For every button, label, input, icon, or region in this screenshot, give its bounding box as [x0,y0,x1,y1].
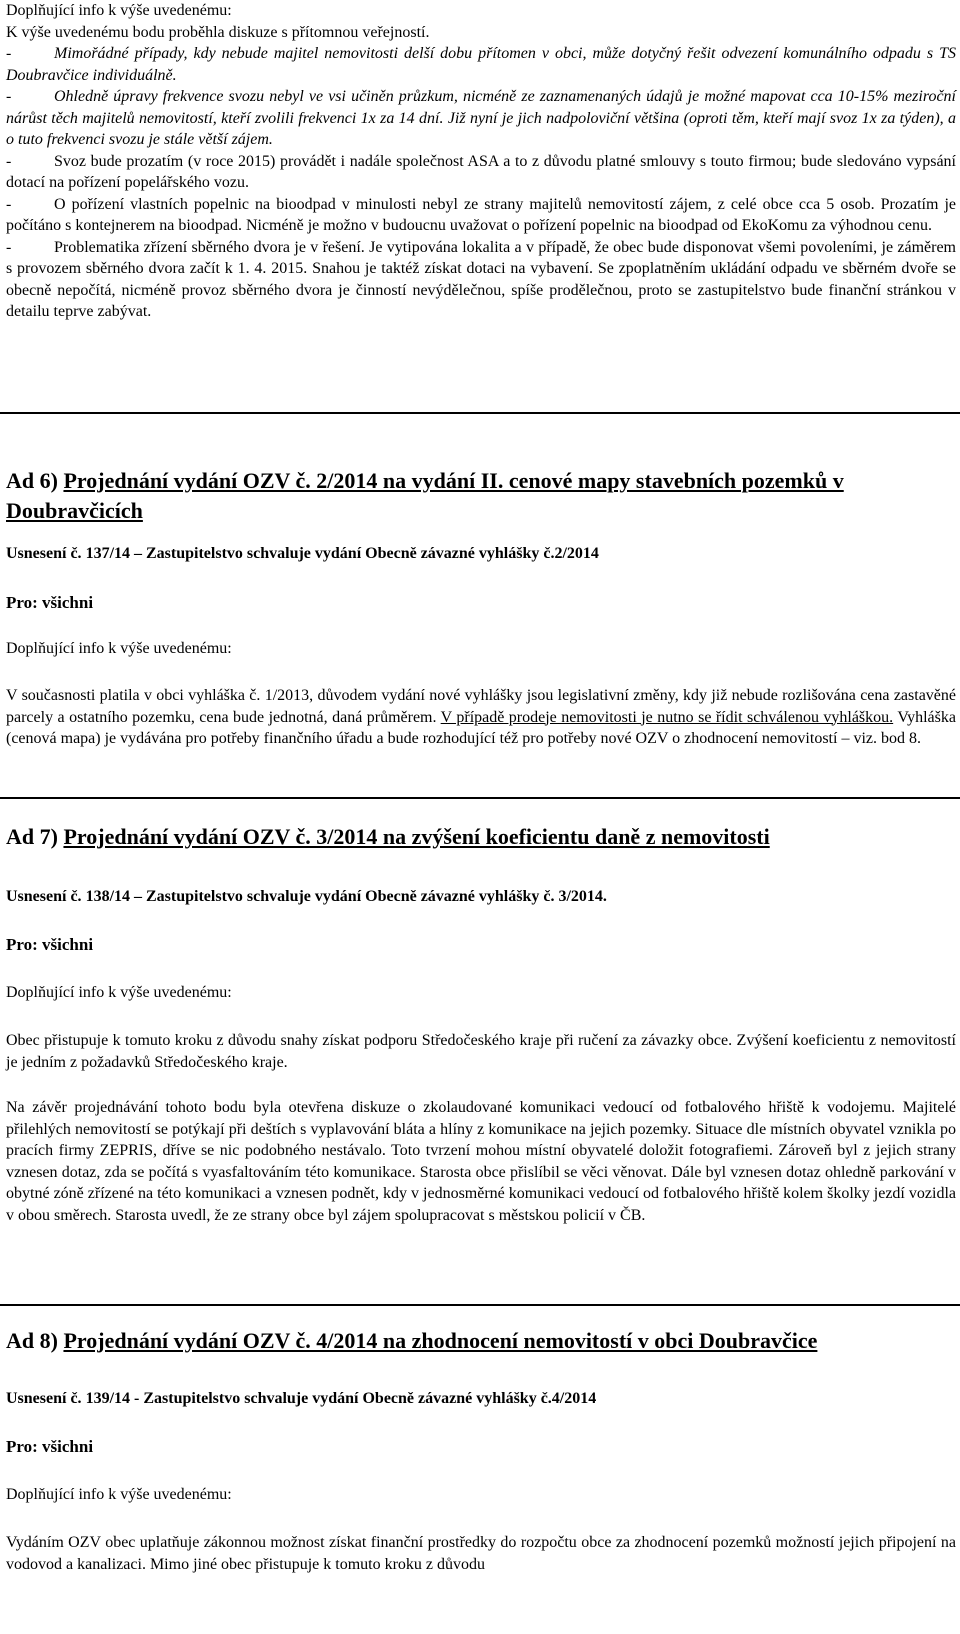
info-label: Doplňující info k výše uvedenému: [6,984,232,1001]
vote-result: Pro: všichni [6,593,94,612]
section-heading-8: Ad 8) Projednání vydání OZV č. 4/2014 na zhodnocení nemovitostí v obci Doubravčice [6,1328,818,1353]
bullet-item: - Svoz bude prozatím (v roce 2015) provádět i nadále společnost ASA a to z důvodu platné smlouvy s touto firmou; bude sledováno vypsání dotací na pořízení popelářského vozu. [6,152,956,191]
info-label: Doplňující info k výše uvedenému: [6,1486,232,1503]
section-divider [0,1304,960,1306]
resolution-137: Usnesení č. 137/14 – Zastupitelstvo schvaluje vydání Obecně závazné vyhlášky č.2/2014 [6,545,599,562]
bullet-item: - Ohledně úpravy frekvence svozu nebyl ve vsi učiněn průzkum, nicméně ze zaznamenaných údajů je možné mapovat cca 10-15% meziroční nárůst těch majitelů nemovitostí, kteří zvolili frekvenci 1x za 14 dní. Již nyní je jich nadpoloviční většina (oproti těm, kteří mají svoz 1x za týden), a o tuto frekvenci svozu je stále větší zájem. [6,88,956,148]
section-6-body: V současnosti platila v obci vyhláška č. 1/2013, důvodem vydání nové vyhlášky jsou legislativní změny, kdy již nebude rozlišována cena zastavěné parcely a ostatního pozemku, cena bude jednotná, daná průměrem. V případě prodeje nemovitosti je nutno se řídit schválenou vyhláškou. Vyhláška (cenová mapa) je vydávána pro potřeby finančního úřadu a bude rozhodující též pro potřeby nové OZV o zhodnocení nemovitostí – viz. bod 8. [6,687,956,747]
top-continuation [6,0,956,323]
info-label: Doplňující info k výše uvedenému: [6,2,232,19]
info-label: Doplňující info k výše uvedenému: [6,640,232,657]
section-divider [0,412,960,414]
section-heading-6: Ad 6) Projednání vydání OZV č. 2/2014 na vydání II. cenové mapy stavebních pozemků v Doubravčicích [6,468,844,523]
bullet-item: - Problematika zřízení sběrného dvora je v řešení. Je vytipována lokalita a v případě, že obec bude disponovat všemi povoleními, je záměrem s provozem sběrného dvora začít k 1. 4. 2015. Snahou je taktéž získat dotaci na vybavení. Se zpoplatněním ukládání odpadu ve sběrném dvoře se obecně nepočítá, nicméně provoz sběrného dvora je činností nevýdělečnou, spíše prodělečnou, proto se zastupitelstvo bude finanční stránkou v detailu teprve zabývat. [6,238,957,320]
bullet-item: - O pořízení vlastních popelnic na bioodpad v minulosti nebyl ze strany majitelů nemovitostí zájem, z celé obce cca 5 osob. Prozatím je počítáno s kontejnerem na bioodpad. Nicméně je možno v budoucnu uvažovat o pořízení popelnic na bioodpad od EkoKomu za výhodnou cenu. [6,195,957,234]
vote-result: Pro: všichni [6,1437,94,1456]
section-heading-7: Ad 7) Projednání vydání OZV č. 3/2014 na zvýšení koeficientu daně z nemovitosti [6,824,770,849]
section-8-body: Vydáním OZV obec uplatňuje zákonnou možnost získat finanční prostředky do rozpočtu obce za zhodnocení pozemků možností jejich připojení na vodovod a kanalizaci. Mimo jiné obec přistupuje k tomuto kroku z důvodu [6,1534,956,1573]
section-7-body-a: Obec přistupuje k tomuto kroku z důvodu snahy získat podporu Středočeského kraje při ručení za závazky obce. Zvýšení koeficientu z nemovitostí je jedním z požadavků Středočeského kraje. [6,1032,956,1071]
paragraph: K výše uvedenému bodu proběhla diskuze s přítomnou veřejností. [6,23,430,41]
section-divider [0,797,960,799]
vote-result: Pro: všichni [6,935,94,954]
bullet-item: - Mimořádné případy, kdy nebude majitel nemovitosti delší dobu přítomen v obci, může dotyčný řešit odvezení komunálního odpadu s TS Doubravčice individuálně. [6,45,956,84]
section-7-body-b: Na závěr projednávání tohoto bodu byla otevřena diskuze o zkolaudované komunikaci vedoucí od fotbalového hřiště k vodojemu. Majitelé přilehlých nemovitostí se potýkají při deštích s vyplavování bláta a hlíny z komunikace na jejich pozemky. Situace dle místních obyvatel vznikla po pracích firmy ZEPRIS, dříve se nic podobného nestávalo. Toto tvrzení mohou místní obyvatelé doložit fotografiemi. Zároveň byl z jejich strany vznesen dotaz, zda se počítá s vyasfaltováním této komunikace. Starosta obce přislíbil se věci věnovat. Dále byl vznesen dotaz ohledně parkování v obytné zóně zřízené na této komunikaci a vznesen podnět, kdy v jednosměrné komunikaci vedoucí od fotbalového hřiště kolem školky jezdí vozidla v obou směrech. Starosta uvedl, že ze strany obce byl zájem spolupracovat s městskou policií v ČB. [6,1099,956,1224]
resolution-138: Usnesení č. 138/14 – Zastupitelstvo schvaluje vydání Obecně závazné vyhlášky č. 3/2014. [6,888,607,905]
resolution-139: Usnesení č. 139/14 - Zastupitelstvo schvaluje vydání Obecně závazné vyhlášky č.4/2014 [6,1390,597,1407]
